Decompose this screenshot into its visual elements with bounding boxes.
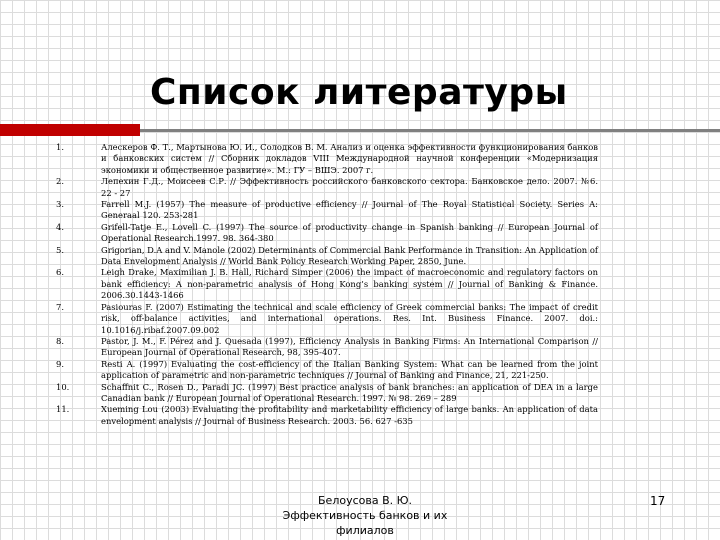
reference-number: 6. [56,267,64,278]
reference-number: 11. [56,404,70,415]
reference-text: Resti A. (1997) Evaluating the cost-efficiency of the Italian Banking System: What can be learned from the joint application of parametric and non-parametric techniques // Journal of Banking and Finance, 21, 221-250. [101,358,598,381]
reference-number: 8. [56,335,64,346]
reference-text: Leigh Drake, Maximilian J. B. Hall, Richard Simper (2006) the impact of macroeconomic and regulatory factors on bank efficiency: A non-parametric analysis of Hong Kong’s banking system // Journal of Banking & Finance. 2006.30.1443-1466 [101,267,598,301]
slide-title: Список литературы [150,72,568,113]
reference-number: 4. [56,221,64,232]
footer-author [265,493,465,538]
reference-item [56,245,598,268]
title-divider [140,129,720,132]
reference-item [56,267,598,301]
reference-text: Алескеров Ф. Т., Мартынова Ю. И., Солодков В. М. Анализ и оценка эффективности функционирования банков и банковских систем // Сборник докладов VIII Международной научной конференции «Модернизация экономики и общественное развитие». М.: ГУ – ВШЭ. 2007 г. [101,142,598,175]
reference-text: Pastor, J. M., F. Pérez and J. Quesada (1997), Efficiency Analysis in Banking Firms: An International Comparison // European Journal of Operational Research, 98, 395-407. [101,335,598,358]
reference-list [56,142,598,427]
reference-item [56,199,598,222]
reference-item [56,142,598,176]
title-accent-bar [0,124,140,136]
reference-item [56,176,598,199]
reference-number: 7. [56,301,64,312]
reference-text: Schaffnit C., Rosen D., Paradi JC. (1997) Best practice analysis of bank branches: an application of DEA in a large Canadian bank // European Journal of Operational Research. 1997. № 98. 269 – 289 [101,381,598,403]
reference-text: Pasiouras F. (2007) Estimating the technical and scale efficiency of Greek commercial banks: The impact of credit risk, off-balance activities, and international operations. Res. Int. Business Finance. 2007. doi.: 10.1016/j.ribaf.2007.09.002 [101,301,598,335]
footer-author-name: Белоусова В. Ю. [318,494,412,507]
reference-text: Лепехин Г.Д., Моисеев С.Р. // Эффективность российского банковского сектора. Банковское дело. 2007. №6. 22 - 27 [101,176,598,198]
reference-number: 1. [56,142,64,152]
reference-item [56,382,598,405]
reference-number: 10. [56,381,70,392]
reference-item [56,336,598,359]
reference-text: Xueming Lou (2003) Evaluating the profitability and marketability efficiency of large banks. An application of data envelopment analysis // Journal of Business Research. 2003. 56. 627 -635 [101,404,598,426]
reference-item [56,404,598,427]
reference-item [56,222,598,245]
reference-text: Grigorian, D.A and V. Manole (2002) Determinants of Commercial Bank Performance in Transition: An Application of Data Envelopment Analysis // World Bank Policy Research Working Paper, 2850, June. [101,244,598,267]
footer-title-line: Эффективность банков и их [282,509,448,522]
page-number: 17 [650,494,666,508]
reference-number: 9. [56,358,64,369]
reference-number: 3. [56,199,64,210]
reference-item [56,302,598,336]
footer-title-line: филиалов [336,524,394,537]
reference-text: Grifell-Tatje E., Lovell C. (1997) The source of productivity change in Spanish banking // European Journal of Operational Research.1997. 98. 364-380 [101,221,598,244]
reference-text: Farrell M.J. (1957) The measure of productive efficiency // Journal of The Royal Statistical Society. Series A: Generaal 120. 253-281 [101,199,598,221]
reference-number: 5. [56,244,64,255]
reference-item [56,359,598,382]
reference-number: 2. [56,176,64,187]
